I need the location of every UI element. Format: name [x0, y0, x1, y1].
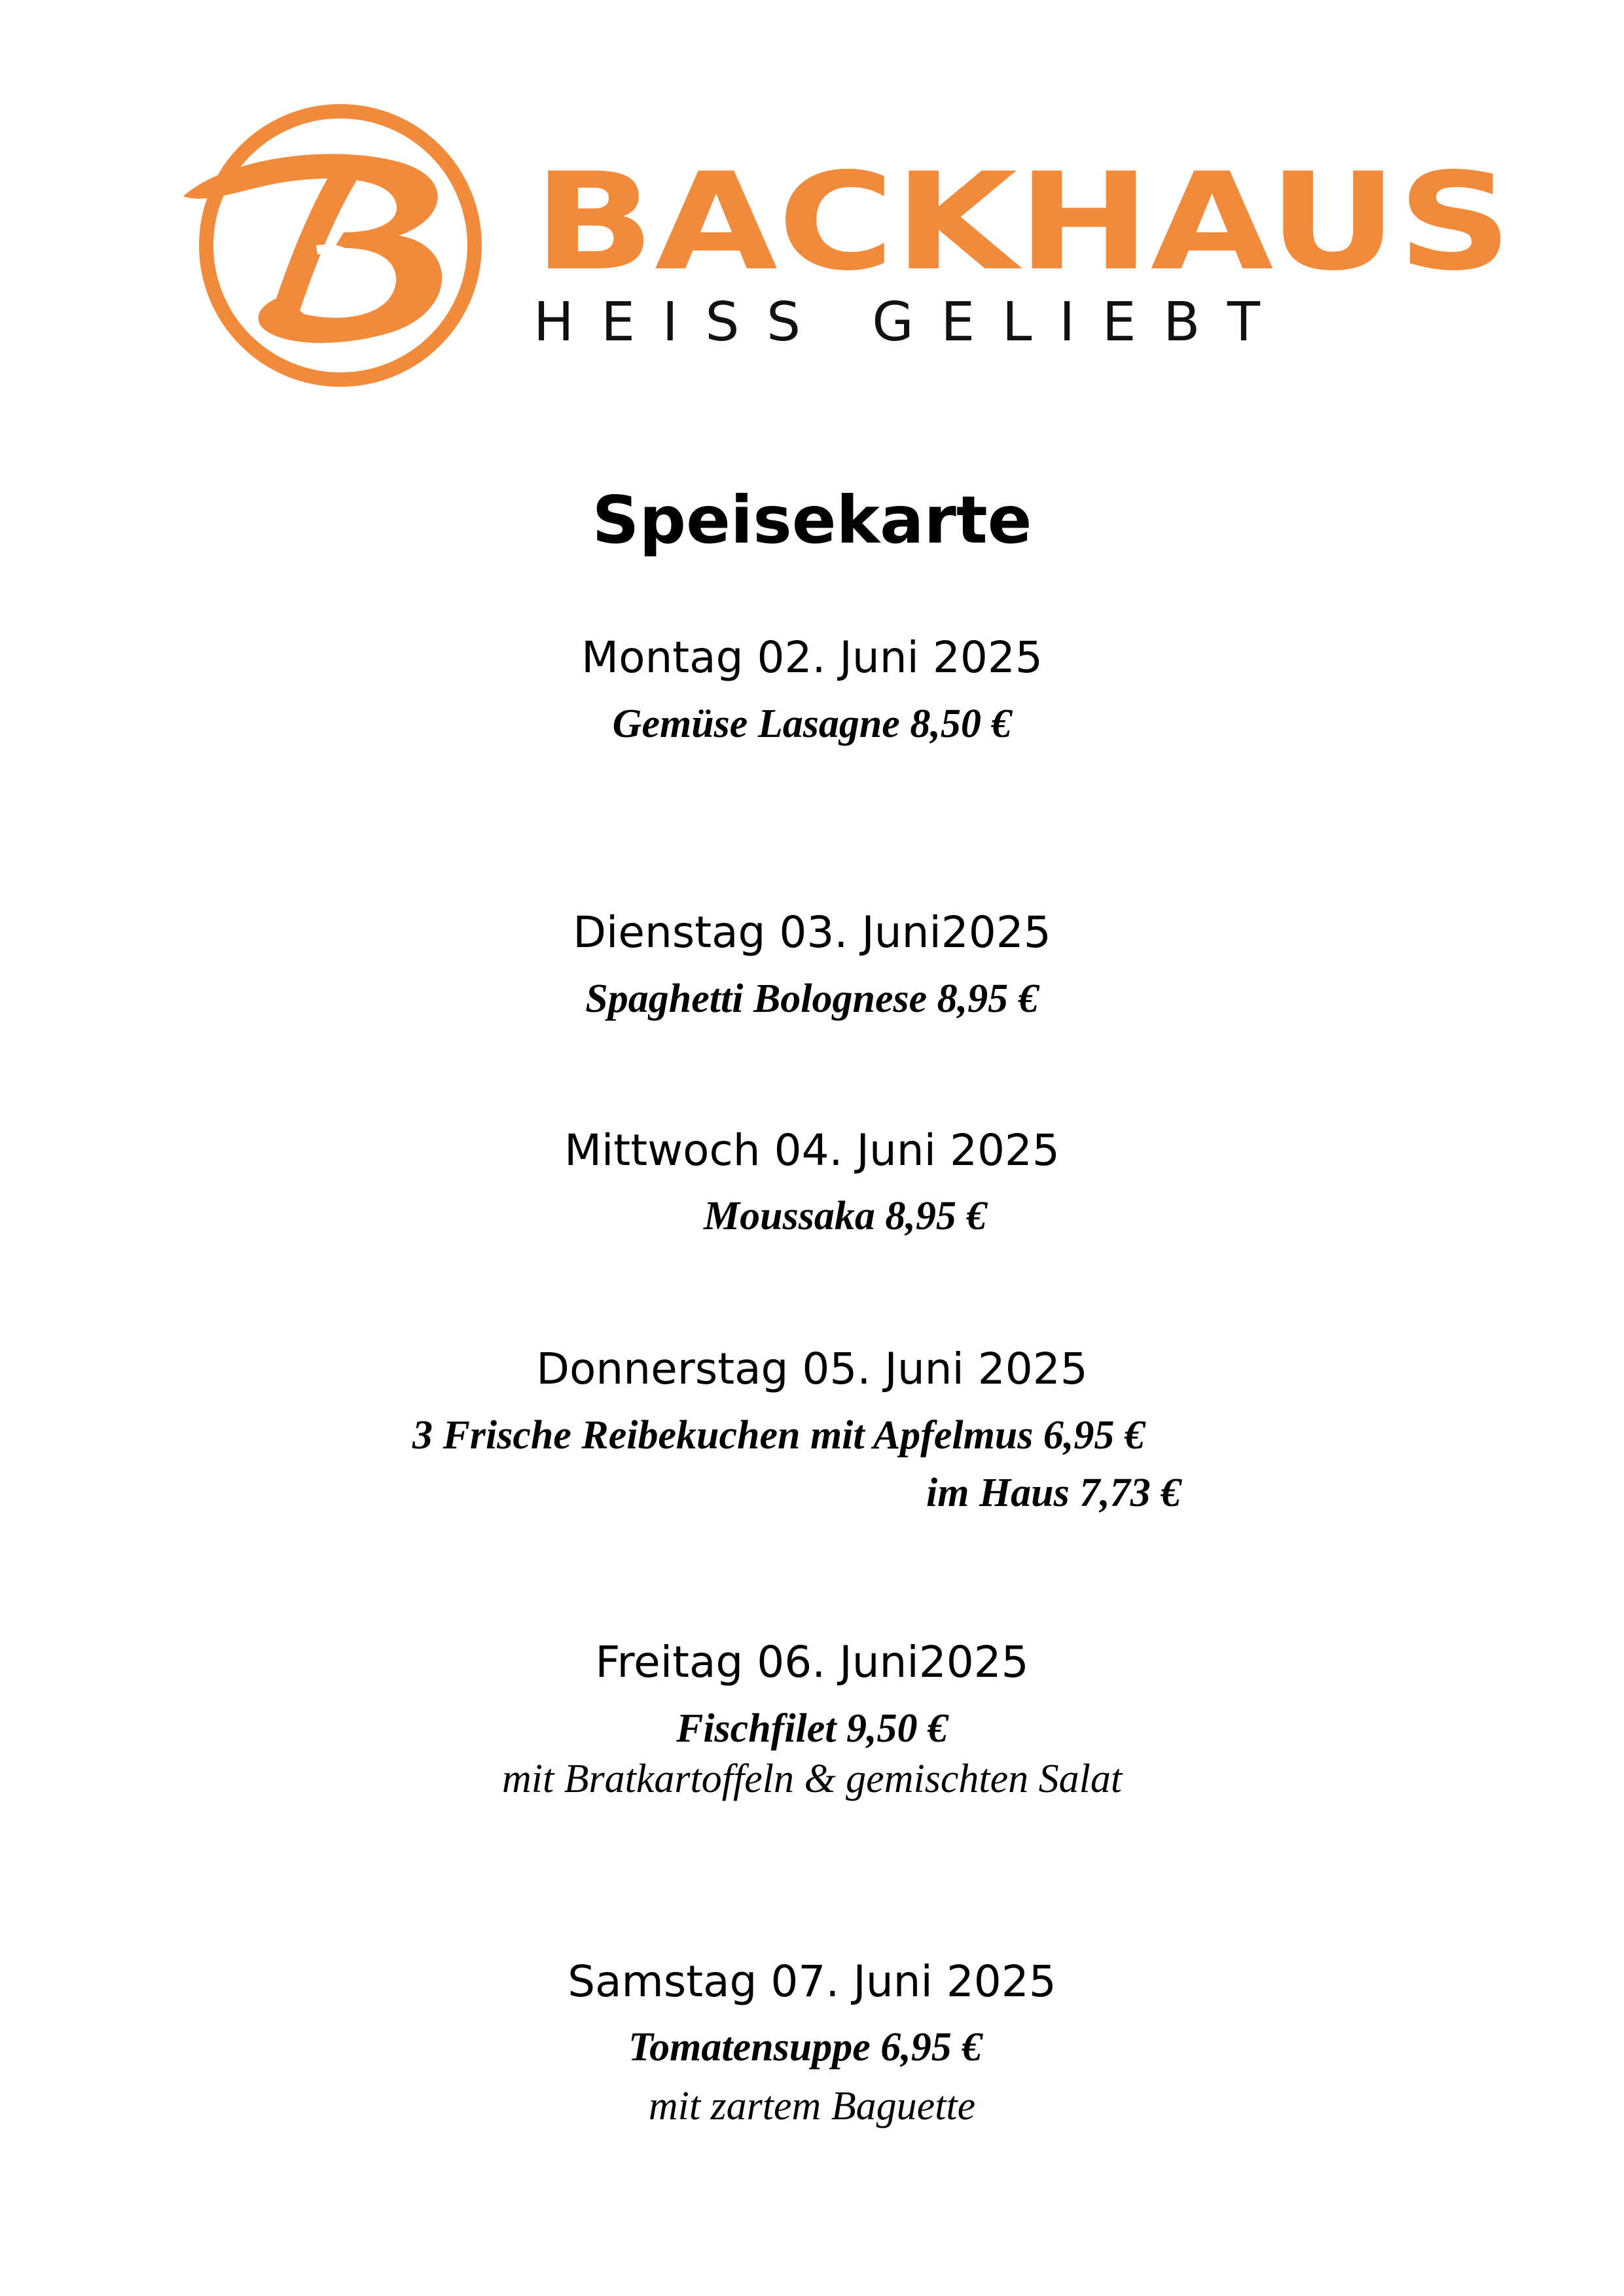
- day-friday-note: mit Bratkartoffeln & gemischten Salat: [501, 1757, 1123, 1801]
- day-wednesday-date: Mittwoch 04. Juni 2025: [564, 1125, 1060, 1175]
- brand-tagline-text: HEISS GELIEBT: [533, 291, 1260, 353]
- day-friday-date: Freitag 06. Juni2025: [595, 1637, 1029, 1687]
- day-monday-date: Montag 02. Juni 2025: [581, 632, 1043, 683]
- backhaus-wordmark: [533, 147, 1515, 298]
- day-thursday-date: Donnerstag 05. Juni 2025: [536, 1344, 1088, 1394]
- backhaus-logo-emblem: [177, 98, 491, 393]
- day-monday-dish: Gemüse Lasagne 8,50 €: [612, 702, 1012, 746]
- day-saturday-date: Samstag 07. Juni 2025: [568, 1956, 1056, 2007]
- day-friday-dish: Fischfilet 9,50 €: [676, 1706, 948, 1751]
- day-tuesday-date: Dienstag 03. Juni2025: [573, 907, 1051, 958]
- brand-name: BACKHAUS: [533, 147, 1512, 298]
- day-thursday-dish: 3 Frische Reibekuchen mit Apfelmus 6,95 €: [412, 1413, 1145, 1458]
- day-wednesday-dish: Moussaka 8,95 €: [704, 1194, 987, 1238]
- day-tuesday-dish: Spaghetti Bolognese 8,95 €: [585, 977, 1039, 1021]
- day-saturday-note: mit zartem Baguette: [648, 2084, 976, 2128]
- brand-tagline: [533, 288, 1286, 353]
- page-title: Speisekarte: [592, 482, 1032, 558]
- day-thursday-extra-price: im Haus 7,73 €: [926, 1471, 1182, 1515]
- day-saturday-dish: Tomatensuppe 6,95 €: [628, 2025, 983, 2070]
